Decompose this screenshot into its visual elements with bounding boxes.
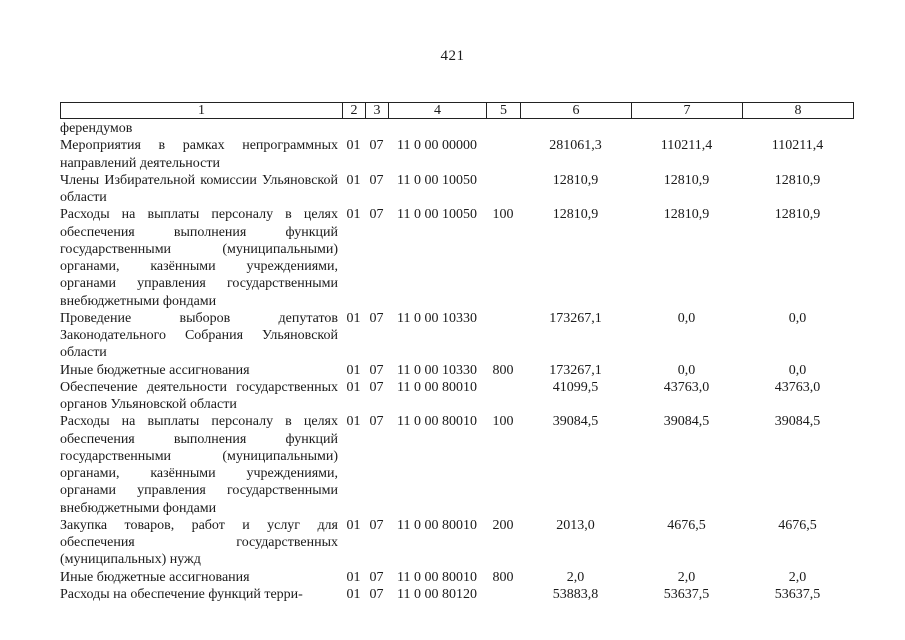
target-article-code: 11 0 00 80010 (397, 379, 477, 395)
subsection-code: 07 (369, 362, 384, 378)
expense-type-code (486, 120, 520, 137)
section-code (342, 120, 365, 137)
amount-column-8 (742, 120, 853, 137)
expense-type-code (486, 310, 520, 362)
amount-column-6: 12810,9 (552, 172, 599, 188)
row-description: Иные бюджетные ассигнования (60, 362, 250, 378)
amount-column-8: 0,0 (788, 310, 807, 326)
amount-column-7: 43763,0 (663, 379, 710, 395)
expense-type-code: 100 (492, 414, 514, 430)
target-article-code: 11 0 00 10050 (397, 172, 477, 188)
subsection-code: 07 (369, 379, 384, 395)
amount-column-7: 53637,5 (663, 586, 710, 602)
section-code: 01 (346, 569, 361, 585)
table-row (60, 569, 853, 586)
amount-column-8: 12810,9 (774, 172, 821, 188)
column-number: 7 (632, 103, 743, 119)
subsection-code (365, 120, 388, 137)
column-number-row (61, 103, 854, 119)
row-description: Расходы на выплаты персоналу в целях обеспечения выполнения функций государственными (муниципальными) органами, казёнными учреждениями, органами управления государственными внебюджетными фондами (60, 414, 338, 516)
amount-column-7: 12810,9 (663, 207, 710, 223)
column-number: 8 (743, 103, 854, 119)
column-number: 6 (521, 103, 632, 119)
expense-type-code (486, 586, 520, 603)
target-article-code: 11 0 00 10050 (397, 207, 477, 223)
table-row (60, 310, 853, 362)
amount-column-6: 281061,3 (549, 138, 602, 154)
expense-type-code: 100 (492, 207, 514, 223)
column-number: 2 (343, 103, 366, 119)
row-description: Проведение выборов депутатов Законодательного Собрания Ульяновской области (60, 310, 338, 361)
target-article-code (388, 120, 486, 137)
amount-column-8: 43763,0 (774, 379, 821, 395)
amount-column-6: 173267,1 (549, 310, 602, 326)
row-description: Члены Избирательной комиссии Ульяновской области (60, 172, 338, 205)
row-description: Расходы на обеспечение функций терри- (60, 586, 303, 602)
section-code: 01 (346, 138, 361, 154)
amount-column-8: 110211,4 (771, 138, 824, 154)
amount-column-8: 12810,9 (774, 207, 821, 223)
amount-column-8: 0,0 (788, 362, 807, 378)
table-row (60, 379, 853, 414)
section-code: 01 (346, 172, 361, 188)
amount-column-7: 0,0 (677, 310, 696, 326)
row-description: ферендумов (60, 121, 133, 136)
expense-type-code (486, 379, 520, 414)
expense-type-code: 200 (492, 517, 514, 533)
section-code: 01 (346, 362, 361, 378)
amount-column-7: 110211,4 (660, 138, 713, 154)
expense-type-code: 800 (492, 569, 514, 585)
section-code: 01 (346, 517, 361, 533)
subsection-code: 07 (369, 517, 384, 533)
target-article-code: 11 0 00 80120 (397, 586, 477, 602)
amount-column-7: 0,0 (677, 362, 696, 378)
target-article-code: 11 0 00 80010 (397, 414, 477, 430)
target-article-code: 11 0 00 80010 (397, 517, 477, 533)
amount-column-7: 2,0 (677, 569, 696, 585)
section-code: 01 (346, 414, 361, 430)
table-row (60, 172, 853, 207)
target-article-code: 11 0 00 10330 (397, 362, 477, 378)
budget-table (60, 120, 853, 603)
table-row (60, 206, 853, 310)
page-number: 421 (440, 48, 465, 64)
subsection-code: 07 (369, 207, 384, 223)
subsection-code: 07 (369, 414, 384, 430)
amount-column-7: 39084,5 (663, 414, 710, 430)
expense-type-code: 800 (492, 362, 514, 378)
target-article-code: 11 0 00 00000 (397, 138, 477, 154)
row-description: Закупка товаров, работ и услуг для обеспечения государственных (муниципальных) нужд (60, 517, 338, 568)
expense-type-code (486, 137, 520, 172)
row-description: Расходы на выплаты персоналу в целях обеспечения выполнения функций государственными (муниципальными) органами, казёнными учреждениями, органами управления государственными внебюджетными фондами (60, 207, 338, 309)
section-code: 01 (346, 586, 361, 602)
column-number: 4 (389, 103, 487, 119)
section-code: 01 (346, 310, 361, 326)
table-row (60, 362, 853, 379)
amount-column-6: 2,0 (566, 569, 585, 585)
budget-table-body (60, 120, 853, 603)
amount-column-6: 173267,1 (549, 362, 602, 378)
row-description: Мероприятия в рамках непрограммных направлений деятельности (60, 138, 338, 171)
subsection-code: 07 (369, 172, 384, 188)
table-row (60, 413, 853, 517)
subsection-code: 07 (369, 138, 384, 154)
amount-column-8: 53637,5 (774, 586, 821, 602)
amount-column-6: 12810,9 (552, 207, 599, 223)
column-number: 5 (487, 103, 521, 119)
target-article-code: 11 0 00 80010 (397, 569, 477, 585)
expense-type-code (486, 172, 520, 207)
amount-column-6: 41099,5 (552, 379, 599, 395)
column-number: 3 (366, 103, 389, 119)
subsection-code: 07 (369, 569, 384, 585)
section-code: 01 (346, 207, 361, 223)
amount-column-8: 4676,5 (778, 517, 817, 533)
table-row (60, 586, 853, 603)
column-number: 1 (61, 103, 343, 119)
amount-column-7: 4676,5 (667, 517, 706, 533)
section-code: 01 (346, 379, 361, 395)
subsection-code: 07 (369, 310, 384, 326)
amount-column-6: 2013,0 (556, 517, 595, 533)
amount-column-7 (631, 120, 742, 137)
table-row (60, 120, 853, 137)
table-row (60, 137, 853, 172)
row-description: Иные бюджетные ассигнования (60, 569, 250, 585)
amount-column-8: 2,0 (788, 569, 807, 585)
target-article-code: 11 0 00 10330 (397, 310, 477, 326)
amount-column-8: 39084,5 (774, 414, 821, 430)
table-header (60, 102, 854, 119)
amount-column-7: 12810,9 (663, 172, 710, 188)
row-description: Обеспечение деятельности государственных органов Ульяновской области (60, 379, 338, 412)
amount-column-6 (520, 120, 631, 137)
subsection-code: 07 (369, 586, 384, 602)
amount-column-6: 53883,8 (552, 586, 599, 602)
table-row (60, 517, 853, 569)
amount-column-6: 39084,5 (552, 414, 599, 430)
